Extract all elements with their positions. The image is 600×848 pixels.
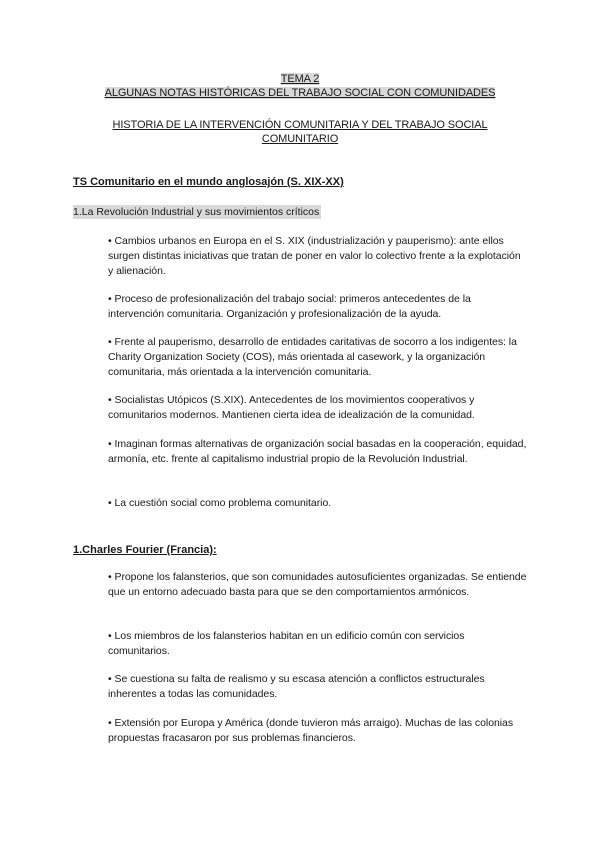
tema-text: TEMA 2 (280, 73, 320, 85)
section1-heading: TS Comunitario en el mundo anglosajón (S. XIX-XX) (73, 176, 344, 188)
document-subtitle-text: ALGUNAS NOTAS HISTÓRICAS DEL TRABAJO SOCIAL CON COMUNIDADES (104, 87, 496, 99)
list-item: • Propone los falansterios, que son comunidades autosuficientes organizadas. Se entiende que un entorno adecuado basta para que se den comportamientos armónicos. (108, 571, 527, 598)
history-title-line2: COMUNITARIO (261, 133, 339, 145)
list-item: • Se cuestiona su falta de realismo y su escasa atención a conflictos estructurales inherentes a todas las comunidades. (108, 673, 485, 700)
history-title-line1: HISTORIA DE LA INTERVENCIÓN COMUNITARIA Y DEL TRABAJO SOCIAL (112, 119, 488, 131)
list-item: • La cuestión social como problema comunitario. (108, 497, 332, 509)
list-item: • Los miembros de los falansterios habitan en un edificio común con servicios comunitarios. (108, 630, 465, 657)
section2-heading: 1.Charles Fourier (Francia): (73, 544, 217, 556)
list-item: • Extensión por Europa y América (donde tuvieron más arraigo). Muchas de las colonias propuestas fracasaron por sus problemas financieros. (108, 717, 514, 744)
document-subtitle (0, 86, 600, 100)
tema-label (0, 72, 600, 86)
list-item: • Proceso de profesionalización del trabajo social: primeros antecedentes de la intervención comunitaria. Organización y profesionalización de la ayuda. (108, 293, 471, 320)
list-item: • Socialistas Utópicos (S.XIX). Antecedentes de los movimientos cooperativos y comunitarios modernos. Mantienen cierta idea de idealización de la comunidad. (108, 394, 475, 421)
list-item: • Frente al pauperismo, desarrollo de entidades caritativas de socorro a los indigentes: la Charity Organization Society (COS), más orientada al casework, y la organización comunitaria, más orientada a la intervención comunitaria. (108, 336, 517, 378)
section1-subheading: 1.La Revolución Industrial y sus movimientos críticos (73, 206, 320, 218)
list-item: • Cambios urbanos en Europa en el S. XIX (industrialización y pauperismo): ante ellos surgen distintas iniciativas que tratan de poner en valor lo colectivo frente a la explotación y alienación. (108, 235, 521, 277)
list-item: • Imaginan formas alternativas de organización social basadas en la cooperación, equidad, armonía, etc. frente al capitalismo industrial propio de la Revolución Industrial. (108, 438, 527, 465)
